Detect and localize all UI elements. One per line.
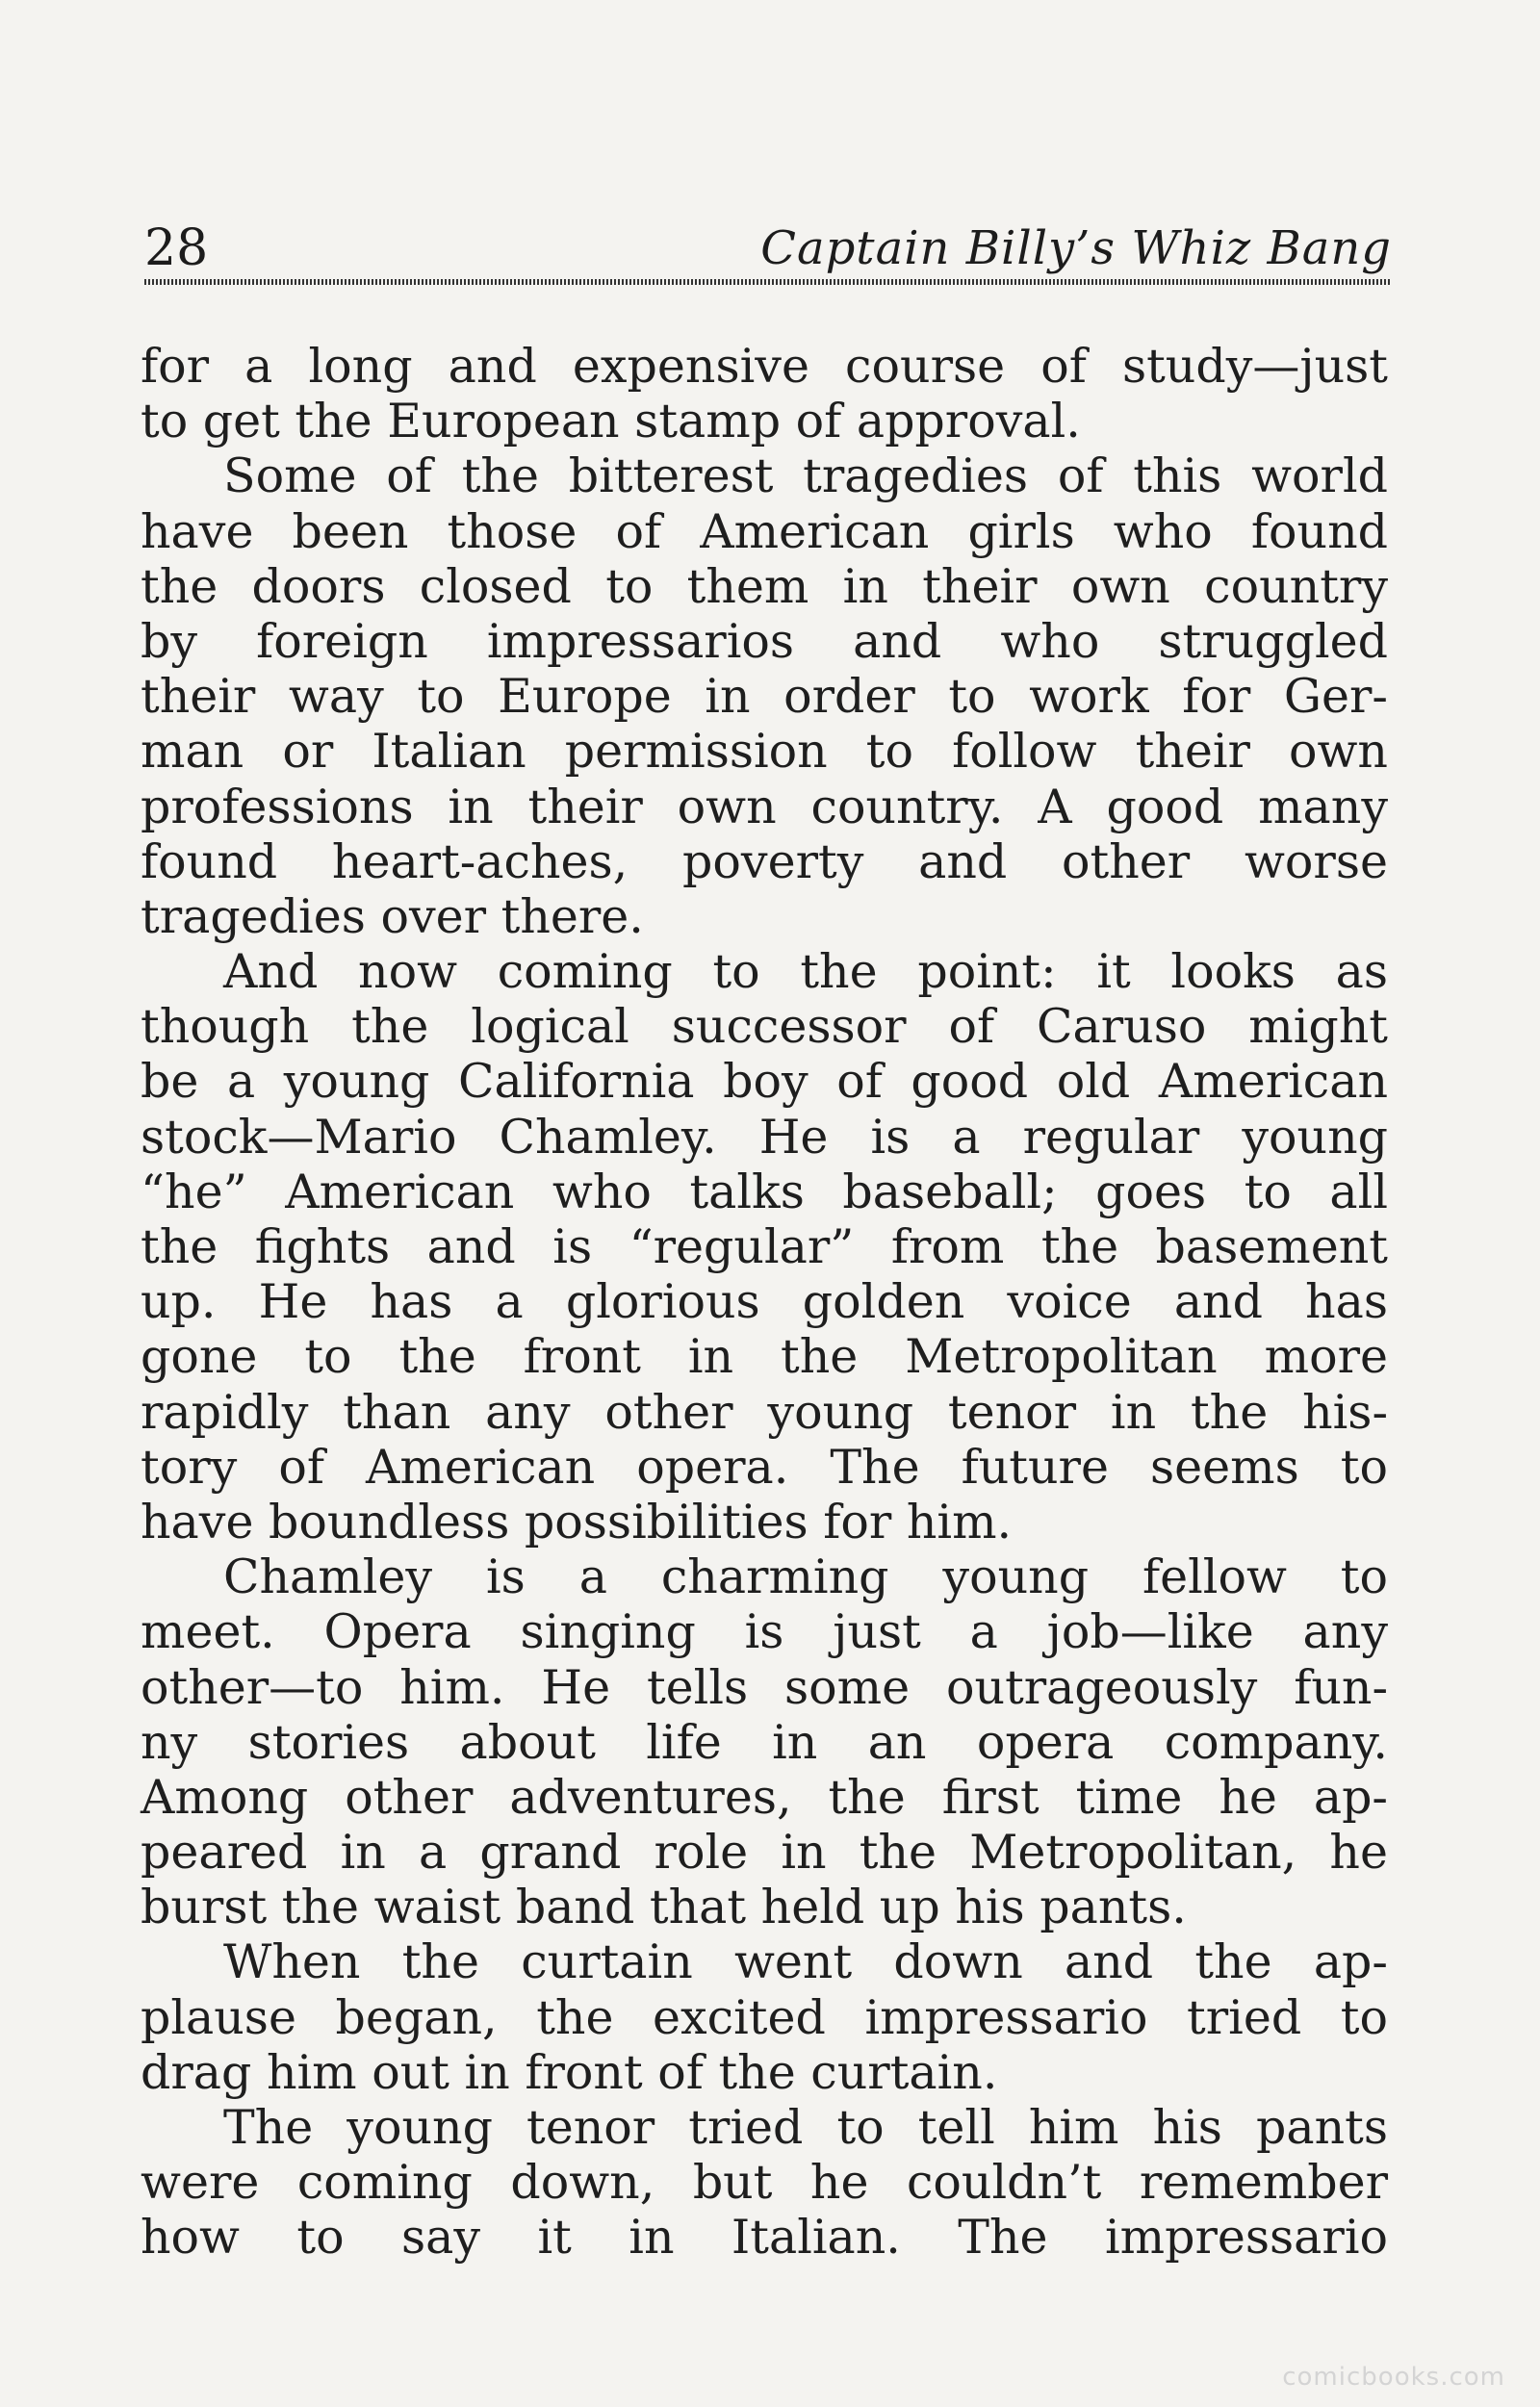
page-header — [141, 219, 1392, 287]
text-line: have boundless possibilities for him. — [141, 1494, 1013, 1549]
text-line: up. He has a glorious golden voice and has — [141, 1274, 1388, 1330]
header-rule — [144, 279, 1392, 285]
text-line: stock—Mario Chamley. He is a regular young — [141, 1109, 1388, 1165]
text-line: burst the waist band that held up his pants. — [141, 1880, 1187, 1935]
text-line: be a young California boy of good old American — [141, 1054, 1388, 1110]
body-text — [141, 339, 1388, 2266]
text-line: man or Italian permission to follow their own — [141, 724, 1388, 780]
text-line: tory of American opera. The future seems to — [141, 1439, 1388, 1495]
text-line: Among other adventures, the first time he ap- — [141, 1769, 1388, 1825]
text-line: were coming down, but he couldn’t remember — [141, 2155, 1388, 2211]
text-line: meet. Opera singing is just a job—like any — [141, 1604, 1388, 1660]
text-line: tragedies over there. — [141, 888, 644, 944]
text-line: by foreign impressarios and who struggled — [141, 613, 1388, 669]
text-line: how to say it in Italian. The impressario — [141, 2210, 1388, 2266]
text-line: the fights and is “regular” from the basement — [141, 1219, 1388, 1274]
text-line: The young tenor tried to tell him his pants — [223, 2100, 1388, 2155]
text-line: their way to Europe in order to work for Ger- — [141, 669, 1388, 725]
text-line: gone to the front in the Metropolitan more — [141, 1329, 1388, 1385]
text-line: “he” American who talks baseball; goes to all — [141, 1164, 1388, 1219]
text-line: Chamley is a charming young fellow to — [223, 1549, 1388, 1605]
text-line: found heart-aches, poverty and other worse — [141, 833, 1388, 889]
text-line: rapidly than any other young tenor in the his- — [141, 1384, 1388, 1440]
text-line: the doors closed to them in their own country — [141, 558, 1388, 614]
text-line: ny stories about life in an opera company. — [141, 1714, 1388, 1770]
watermark: comicbooks.com — [1282, 2363, 1505, 2392]
text-line: And now coming to the point: it looks as — [223, 944, 1388, 1000]
text-line: have been those of American girls who found — [141, 503, 1388, 559]
text-line: Some of the bitterest tragedies of this world — [223, 448, 1388, 504]
running-title: Captain Billy’s Whiz Bang — [760, 221, 1392, 275]
page-number: 28 — [144, 219, 209, 277]
text-line: plause began, the excited impressario tried to — [141, 1989, 1388, 2045]
text-line: though the logical successor of Caruso might — [141, 999, 1388, 1055]
text-line: drag him out in front of the curtain. — [141, 2044, 998, 2100]
text-line: When the curtain went down and the ap- — [223, 1934, 1388, 1990]
text-line: peared in a grand role in the Metropolitan, he — [141, 1825, 1388, 1881]
text-line: professions in their own country. A good many — [141, 779, 1388, 834]
text-line: to get the European stamp of approval. — [141, 394, 1081, 449]
text-line: other—to him. He tells some outrageously fun- — [141, 1659, 1388, 1715]
text-line: for a long and expensive course of study—just — [141, 339, 1388, 394]
